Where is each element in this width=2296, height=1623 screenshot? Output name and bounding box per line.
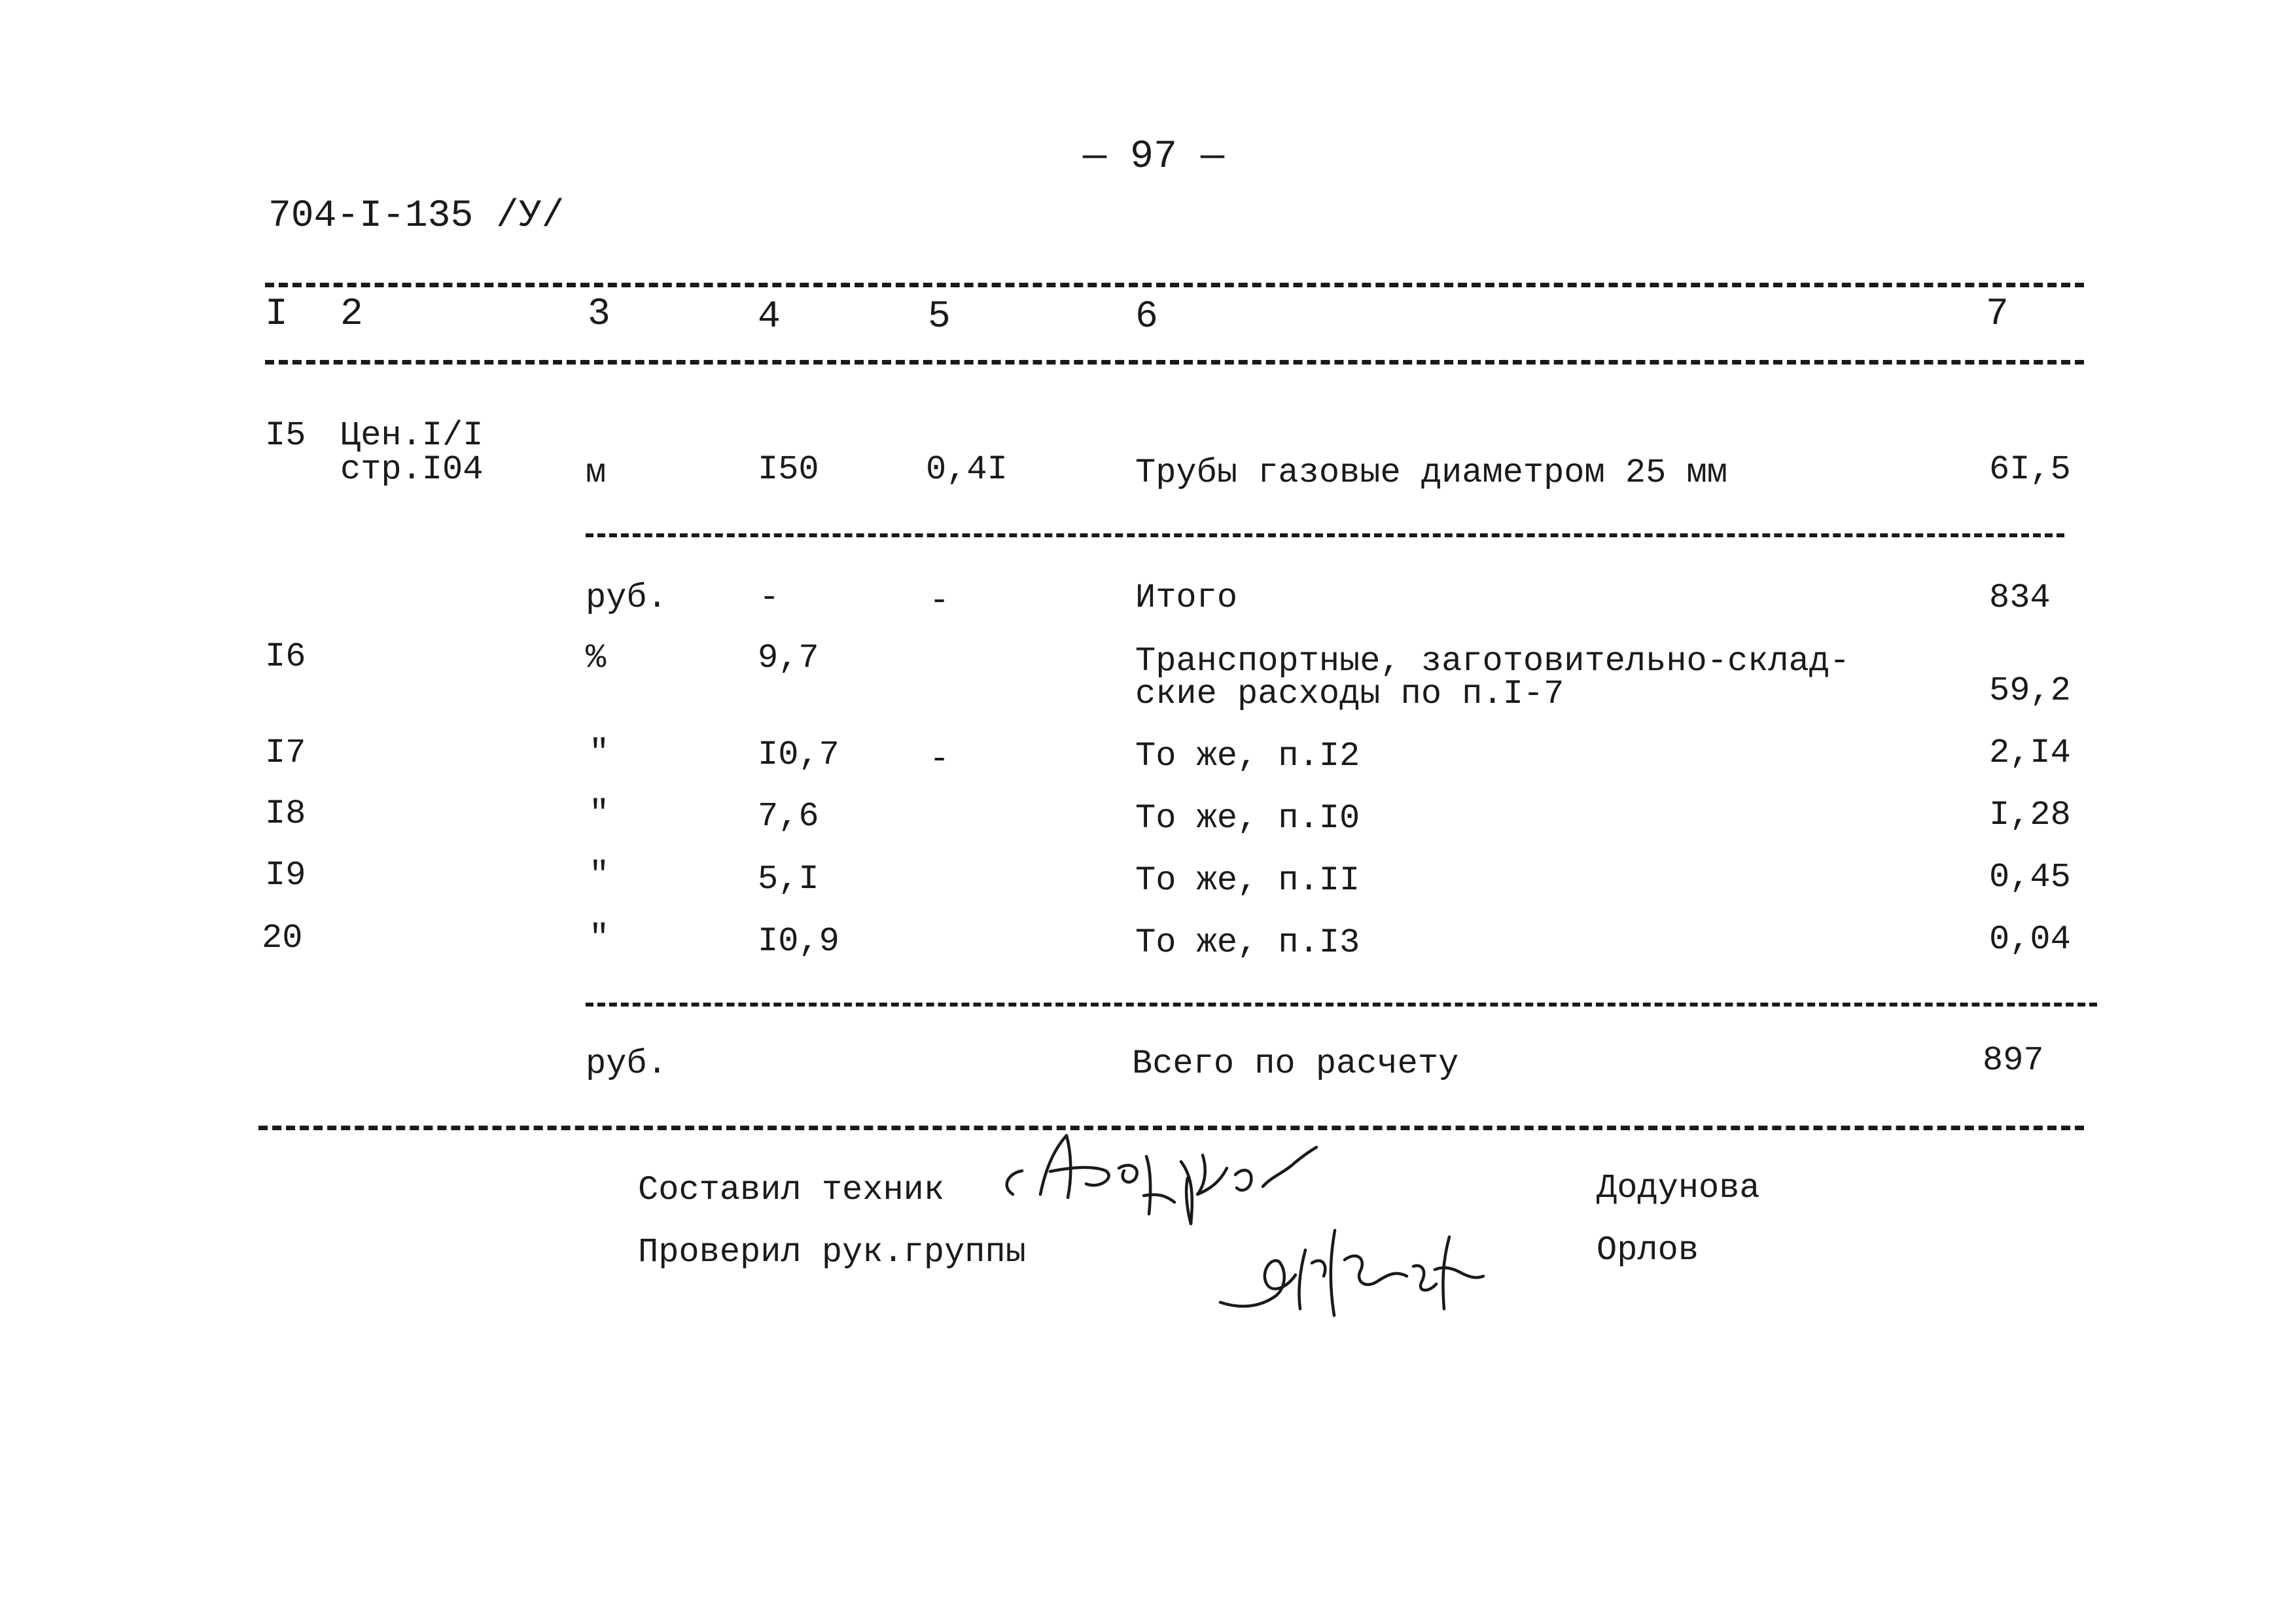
row-15-reference-line2: стр.I04 — [340, 450, 484, 489]
row-17-total: 2,I4 — [1989, 734, 2071, 772]
checked-by-label: Проверил рук.группы — [638, 1233, 1026, 1272]
row-16-total: 59,2 — [1989, 671, 2071, 710]
row-20-number: 20 — [262, 919, 303, 957]
row-15-quantity: I50 — [758, 450, 819, 489]
row-18-total: I,28 — [1989, 796, 2071, 834]
row-19-unit: " — [589, 856, 610, 895]
row-19-total: 0,45 — [1989, 858, 2071, 897]
subtotal-description: Итого — [1135, 579, 1238, 617]
row-18-unit: " — [589, 794, 610, 833]
subtotal-unit: руб. — [586, 579, 667, 617]
grand-total-value: 897 — [1983, 1041, 2044, 1080]
col-header-1: I — [265, 293, 288, 336]
row-15-number: I5 — [265, 416, 306, 455]
row-15-rate: 0,4I — [926, 450, 1008, 489]
row-19-description: То же, п.II — [1135, 861, 1360, 900]
row-16-description-line2: ские расходы по п.I-7 — [1135, 675, 1564, 713]
row-16-description-line1: Транспортные, заготовительно-склад- — [1135, 642, 1850, 681]
grand-total-description: Всего по расчету — [1132, 1044, 1459, 1083]
row-16-unit: % — [586, 639, 607, 677]
col-header-4: 4 — [758, 296, 781, 338]
signature-group-head — [1214, 1211, 1489, 1329]
grand-total-rule — [586, 1003, 2097, 1007]
checked-by-name: Орлов — [1597, 1231, 1699, 1270]
row-17-quantity: I0,7 — [758, 736, 839, 774]
row-19-number: I9 — [265, 856, 306, 895]
row-17-number: I7 — [265, 734, 306, 772]
row-17-description: То же, п.I2 — [1135, 737, 1360, 776]
row-20-quantity: I0,9 — [758, 922, 839, 961]
row-15-reference-line1: Цен.I/I — [340, 416, 484, 455]
row-18-quantity: 7,6 — [758, 797, 819, 836]
row-18-description: То же, п.I0 — [1135, 799, 1360, 838]
col-header-2: 2 — [340, 293, 363, 336]
row-16-number: I6 — [265, 637, 306, 676]
document-code: 704-I-135 /У/ — [268, 195, 565, 238]
row-15-description: Трубы газовые диаметром 25 мм — [1135, 454, 1727, 492]
row-19-quantity: 5,I — [758, 860, 819, 899]
col-header-5: 5 — [928, 296, 951, 338]
col-header-3: 3 — [588, 293, 610, 336]
row-16-quantity: 9,7 — [758, 639, 819, 677]
compiled-by-name: Додунова — [1597, 1169, 1760, 1207]
subtotal-rule — [586, 533, 2064, 537]
row-20-total: 0,04 — [1989, 920, 2071, 959]
subtotal-rate: - — [929, 582, 950, 620]
row-18-number: I8 — [265, 794, 306, 833]
compiled-by-label: Составил техник — [638, 1171, 945, 1209]
row-20-unit: " — [589, 919, 610, 957]
header-rule-top — [265, 283, 2084, 287]
row-15-total: 6I,5 — [1989, 450, 2071, 489]
col-header-6: 6 — [1135, 296, 1158, 338]
col-header-7: 7 — [1986, 293, 2009, 336]
page-number: — 97 — — [1083, 135, 1225, 179]
row-15-unit: м — [586, 454, 607, 492]
header-rule-bottom — [265, 360, 2084, 365]
row-17-unit: " — [589, 734, 610, 772]
row-17-rate: - — [929, 740, 950, 779]
row-20-description: То же, п.I3 — [1135, 923, 1360, 962]
grand-total-unit: руб. — [586, 1044, 667, 1083]
subtotal-quantity: - — [759, 579, 780, 617]
subtotal-total: 834 — [1989, 579, 2051, 617]
